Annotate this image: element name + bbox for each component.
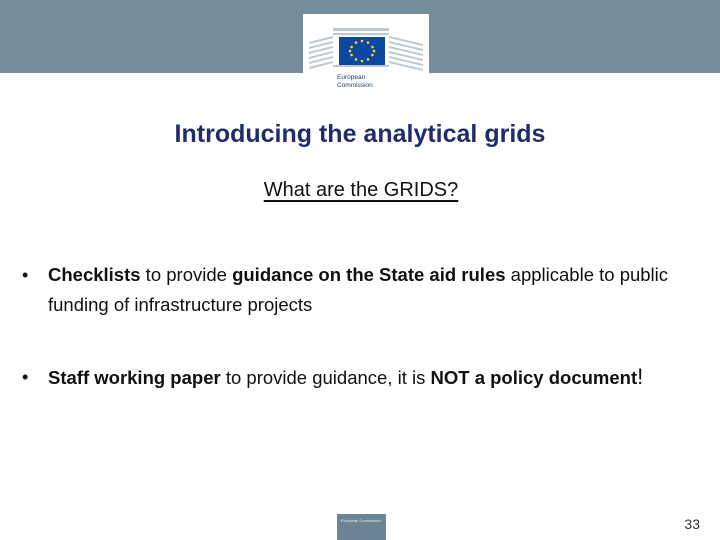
logo-line-2: Commission [337,81,373,89]
bullet-bold-phrase: NOT a policy document [430,367,638,388]
page-number: 33 [684,516,700,532]
footer-logo [337,514,386,540]
bullet-bold-term: Checklists [48,264,141,285]
bullet-dot-icon: • [22,265,29,285]
bullet-text: to provide [140,264,233,285]
subtitle-text: What are the GRIDS? [263,179,459,201]
bullet-item [22,362,702,393]
slide-title: Introducing the analytical grids [174,120,546,148]
slide-subtitle [0,179,720,202]
bullet-text: to provide guidance, it is [220,367,431,388]
building-emblem-icon [303,14,429,74]
bullet-bold-phrase: guidance on the State aid rules [232,264,506,285]
logo-text [337,74,373,89]
european-commission-logo [303,14,429,96]
bullet-bold-term: Staff working paper [48,367,221,388]
logo-line-1: European [337,74,366,81]
bullet-dot-icon: • [22,367,29,387]
bullet-text: applicable to public funding of infrastructure projects [48,264,669,315]
bullet-list [22,260,702,393]
bullet-text: ! [637,364,644,389]
bullet-item [22,260,702,320]
footer-logo-text: European Commission [341,518,382,523]
